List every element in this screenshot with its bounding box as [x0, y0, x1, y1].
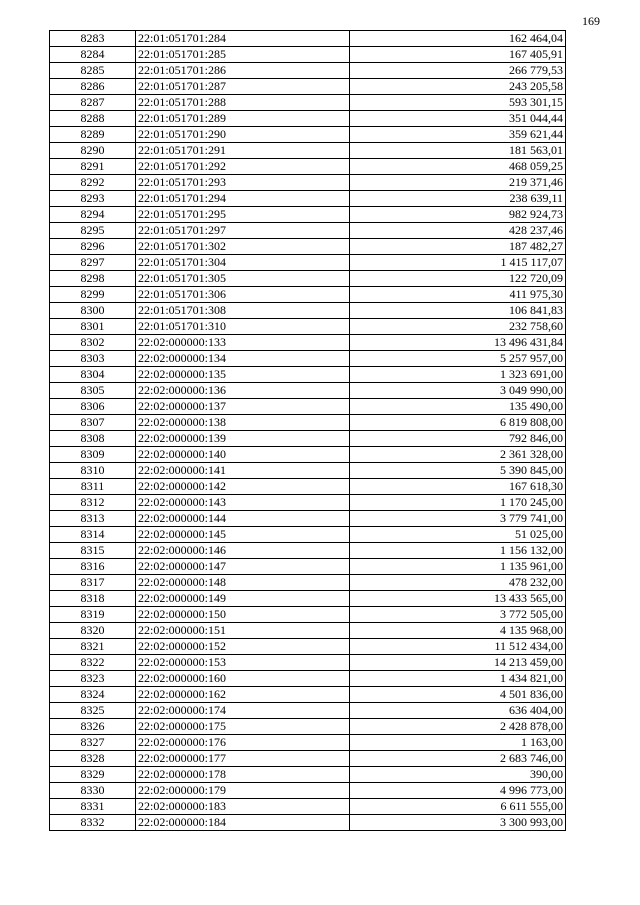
table-row	[50, 255, 566, 271]
cadastral-value-cell: 636 404,00	[350, 703, 566, 719]
row-number-cell: 8303	[50, 351, 136, 367]
table-body	[50, 31, 566, 831]
cadastral-number-cell: 22:02:000000:149	[136, 591, 350, 607]
cadastral-value-cell: 3 049 990,00	[350, 383, 566, 399]
table-row	[50, 271, 566, 287]
row-number-cell: 8299	[50, 287, 136, 303]
cadastral-value-cell: 1 323 691,00	[350, 367, 566, 383]
table-row	[50, 415, 566, 431]
cadastral-number-cell: 22:01:051701:286	[136, 63, 350, 79]
cadastral-number-cell: 22:02:000000:153	[136, 655, 350, 671]
cadastral-value-cell: 238 639,11	[350, 191, 566, 207]
cadastral-value-cell: 1 135 961,00	[350, 559, 566, 575]
cadastral-value-cell: 351 044,44	[350, 111, 566, 127]
cadastral-number-cell: 22:01:051701:306	[136, 287, 350, 303]
row-number-cell: 8332	[50, 815, 136, 831]
cadastral-number-cell: 22:01:051701:305	[136, 271, 350, 287]
row-number-cell: 8316	[50, 559, 136, 575]
table-row	[50, 399, 566, 415]
row-number-cell: 8297	[50, 255, 136, 271]
row-number-cell: 8283	[50, 31, 136, 47]
cadastral-number-cell: 22:01:051701:308	[136, 303, 350, 319]
cadastral-value-cell: 1 415 117,07	[350, 255, 566, 271]
cadastral-number-cell: 22:01:051701:291	[136, 143, 350, 159]
cadastral-value-cell: 792 846,00	[350, 431, 566, 447]
row-number-cell: 8284	[50, 47, 136, 63]
table-row	[50, 527, 566, 543]
cadastral-number-cell: 22:01:051701:302	[136, 239, 350, 255]
cadastral-value-cell: 4 501 836,00	[350, 687, 566, 703]
cadastral-number-cell: 22:02:000000:134	[136, 351, 350, 367]
cadastral-number-cell: 22:01:051701:310	[136, 319, 350, 335]
cadastral-number-cell: 22:01:051701:295	[136, 207, 350, 223]
cadastral-value-cell: 1 163,00	[350, 735, 566, 751]
row-number-cell: 8305	[50, 383, 136, 399]
table-row	[50, 655, 566, 671]
cadastral-number-cell: 22:01:051701:284	[136, 31, 350, 47]
cadastral-number-cell: 22:02:000000:137	[136, 399, 350, 415]
row-number-cell: 8296	[50, 239, 136, 255]
cadastral-value-cell: 162 464,04	[350, 31, 566, 47]
row-number-cell: 8287	[50, 95, 136, 111]
cadastral-number-cell: 22:02:000000:150	[136, 607, 350, 623]
row-number-cell: 8330	[50, 783, 136, 799]
cadastral-number-cell: 22:02:000000:183	[136, 799, 350, 815]
cadastral-value-cell: 428 237,46	[350, 223, 566, 239]
table-row	[50, 367, 566, 383]
cadastral-number-cell: 22:01:051701:294	[136, 191, 350, 207]
cadastral-number-cell: 22:02:000000:133	[136, 335, 350, 351]
cadastral-value-cell: 468 059,25	[350, 159, 566, 175]
cadastral-number-cell: 22:02:000000:177	[136, 751, 350, 767]
table-row	[50, 159, 566, 175]
cadastral-number-cell: 22:02:000000:179	[136, 783, 350, 799]
cadastral-value-cell: 4 135 968,00	[350, 623, 566, 639]
cadastral-number-cell: 22:02:000000:135	[136, 367, 350, 383]
cadastral-number-cell: 22:02:000000:139	[136, 431, 350, 447]
cadastral-value-cell: 3 300 993,00	[350, 815, 566, 831]
row-number-cell: 8319	[50, 607, 136, 623]
row-number-cell: 8315	[50, 543, 136, 559]
table-row	[50, 591, 566, 607]
table-row	[50, 143, 566, 159]
cadastral-value-cell: 122 720,09	[350, 271, 566, 287]
table-row	[50, 79, 566, 95]
cadastral-number-cell: 22:02:000000:144	[136, 511, 350, 527]
cadastral-value-cell: 5 257 957,00	[350, 351, 566, 367]
cadastral-value-cell: 6 819 808,00	[350, 415, 566, 431]
table-row	[50, 607, 566, 623]
table-row	[50, 463, 566, 479]
cadastral-number-cell: 22:02:000000:147	[136, 559, 350, 575]
table-row	[50, 111, 566, 127]
cadastral-number-cell: 22:02:000000:160	[136, 671, 350, 687]
cadastral-value-cell: 390,00	[350, 767, 566, 783]
table-row	[50, 511, 566, 527]
table-row	[50, 47, 566, 63]
table-row	[50, 431, 566, 447]
row-number-cell: 8323	[50, 671, 136, 687]
row-number-cell: 8329	[50, 767, 136, 783]
cadastral-value-cell: 187 482,27	[350, 239, 566, 255]
table-row	[50, 495, 566, 511]
cadastral-value-cell: 232 758,60	[350, 319, 566, 335]
row-number-cell: 8331	[50, 799, 136, 815]
cadastral-value-cell: 4 996 773,00	[350, 783, 566, 799]
cadastral-number-cell: 22:01:051701:289	[136, 111, 350, 127]
table-row	[50, 783, 566, 799]
table-row	[50, 447, 566, 463]
cadastral-value-cell: 359 621,44	[350, 127, 566, 143]
row-number-cell: 8320	[50, 623, 136, 639]
cadastral-number-cell: 22:01:051701:287	[136, 79, 350, 95]
table-row	[50, 719, 566, 735]
row-number-cell: 8302	[50, 335, 136, 351]
cadastral-number-cell: 22:02:000000:138	[136, 415, 350, 431]
table-row	[50, 95, 566, 111]
cadastral-value-cell: 982 924,73	[350, 207, 566, 223]
table-row	[50, 799, 566, 815]
row-number-cell: 8308	[50, 431, 136, 447]
cadastral-value-cell: 13 496 431,84	[350, 335, 566, 351]
cadastral-value-cell: 181 563,01	[350, 143, 566, 159]
cadastral-value-table	[49, 30, 566, 831]
cadastral-number-cell: 22:02:000000:174	[136, 703, 350, 719]
table-row	[50, 31, 566, 47]
row-number-cell: 8293	[50, 191, 136, 207]
row-number-cell: 8325	[50, 703, 136, 719]
table-row	[50, 815, 566, 831]
table-row	[50, 207, 566, 223]
row-number-cell: 8306	[50, 399, 136, 415]
table-row	[50, 303, 566, 319]
table-row	[50, 751, 566, 767]
cadastral-number-cell: 22:01:051701:297	[136, 223, 350, 239]
table-row	[50, 351, 566, 367]
cadastral-value-cell: 3 779 741,00	[350, 511, 566, 527]
cadastral-number-cell: 22:02:000000:136	[136, 383, 350, 399]
cadastral-value-cell: 14 213 459,00	[350, 655, 566, 671]
cadastral-value-cell: 13 433 565,00	[350, 591, 566, 607]
cadastral-number-cell: 22:02:000000:178	[136, 767, 350, 783]
cadastral-number-cell: 22:02:000000:162	[136, 687, 350, 703]
cadastral-value-cell: 411 975,30	[350, 287, 566, 303]
row-number-cell: 8307	[50, 415, 136, 431]
table-row	[50, 543, 566, 559]
row-number-cell: 8292	[50, 175, 136, 191]
row-number-cell: 8317	[50, 575, 136, 591]
row-number-cell: 8326	[50, 719, 136, 735]
row-number-cell: 8294	[50, 207, 136, 223]
row-number-cell: 8322	[50, 655, 136, 671]
cadastral-number-cell: 22:02:000000:176	[136, 735, 350, 751]
table-row	[50, 239, 566, 255]
row-number-cell: 8327	[50, 735, 136, 751]
table-row	[50, 703, 566, 719]
cadastral-value-cell: 1 170 245,00	[350, 495, 566, 511]
cadastral-number-cell: 22:02:000000:140	[136, 447, 350, 463]
cadastral-value-cell: 11 512 434,00	[350, 639, 566, 655]
cadastral-value-cell: 51 025,00	[350, 527, 566, 543]
table-row	[50, 671, 566, 687]
row-number-cell: 8304	[50, 367, 136, 383]
cadastral-value-cell: 593 301,15	[350, 95, 566, 111]
row-number-cell: 8290	[50, 143, 136, 159]
cadastral-value-cell: 6 611 555,00	[350, 799, 566, 815]
row-number-cell: 8298	[50, 271, 136, 287]
table-row	[50, 687, 566, 703]
row-number-cell: 8313	[50, 511, 136, 527]
row-number-cell: 8318	[50, 591, 136, 607]
table-row	[50, 223, 566, 239]
cadastral-number-cell: 22:01:051701:293	[136, 175, 350, 191]
row-number-cell: 8301	[50, 319, 136, 335]
cadastral-number-cell: 22:02:000000:151	[136, 623, 350, 639]
cadastral-value-cell: 1 434 821,00	[350, 671, 566, 687]
row-number-cell: 8285	[50, 63, 136, 79]
row-number-cell: 8288	[50, 111, 136, 127]
cadastral-value-cell: 478 232,00	[350, 575, 566, 591]
cadastral-number-cell: 22:02:000000:142	[136, 479, 350, 495]
table-row	[50, 735, 566, 751]
table-row	[50, 287, 566, 303]
table-row	[50, 623, 566, 639]
row-number-cell: 8286	[50, 79, 136, 95]
row-number-cell: 8295	[50, 223, 136, 239]
row-number-cell: 8309	[50, 447, 136, 463]
cadastral-value-cell: 1 156 132,00	[350, 543, 566, 559]
row-number-cell: 8321	[50, 639, 136, 655]
cadastral-number-cell: 22:01:051701:290	[136, 127, 350, 143]
cadastral-number-cell: 22:02:000000:141	[136, 463, 350, 479]
row-number-cell: 8300	[50, 303, 136, 319]
table-row	[50, 575, 566, 591]
cadastral-value-cell: 243 205,58	[350, 79, 566, 95]
cadastral-value-cell: 219 371,46	[350, 175, 566, 191]
table-row	[50, 479, 566, 495]
table-row	[50, 559, 566, 575]
row-number-cell: 8328	[50, 751, 136, 767]
cadastral-value-cell: 167 405,91	[350, 47, 566, 63]
cadastral-number-cell: 22:02:000000:184	[136, 815, 350, 831]
cadastral-number-cell: 22:01:051701:304	[136, 255, 350, 271]
cadastral-value-cell: 106 841,83	[350, 303, 566, 319]
table-row	[50, 191, 566, 207]
row-number-cell: 8324	[50, 687, 136, 703]
table-row	[50, 175, 566, 191]
row-number-cell: 8310	[50, 463, 136, 479]
cadastral-number-cell: 22:02:000000:146	[136, 543, 350, 559]
cadastral-number-cell: 22:01:051701:288	[136, 95, 350, 111]
cadastral-value-cell: 135 490,00	[350, 399, 566, 415]
cadastral-value-cell: 2 428 878,00	[350, 719, 566, 735]
table-row	[50, 127, 566, 143]
table-row	[50, 767, 566, 783]
cadastral-number-cell: 22:01:051701:285	[136, 47, 350, 63]
table-row	[50, 63, 566, 79]
row-number-cell: 8289	[50, 127, 136, 143]
row-number-cell: 8314	[50, 527, 136, 543]
cadastral-value-cell: 2 683 746,00	[350, 751, 566, 767]
row-number-cell: 8312	[50, 495, 136, 511]
cadastral-value-cell: 5 390 845,00	[350, 463, 566, 479]
table-row	[50, 319, 566, 335]
cadastral-number-cell: 22:02:000000:175	[136, 719, 350, 735]
row-number-cell: 8311	[50, 479, 136, 495]
cadastral-number-cell: 22:02:000000:143	[136, 495, 350, 511]
table-row	[50, 335, 566, 351]
cadastral-value-cell: 3 772 505,00	[350, 607, 566, 623]
cadastral-number-cell: 22:02:000000:145	[136, 527, 350, 543]
cadastral-value-cell: 2 361 328,00	[350, 447, 566, 463]
table-row	[50, 383, 566, 399]
page-number: 169	[582, 14, 600, 28]
row-number-cell: 8291	[50, 159, 136, 175]
cadastral-number-cell: 22:02:000000:148	[136, 575, 350, 591]
cadastral-number-cell: 22:02:000000:152	[136, 639, 350, 655]
cadastral-value-cell: 167 618,30	[350, 479, 566, 495]
cadastral-value-cell: 266 779,53	[350, 63, 566, 79]
table-row	[50, 639, 566, 655]
cadastral-number-cell: 22:01:051701:292	[136, 159, 350, 175]
